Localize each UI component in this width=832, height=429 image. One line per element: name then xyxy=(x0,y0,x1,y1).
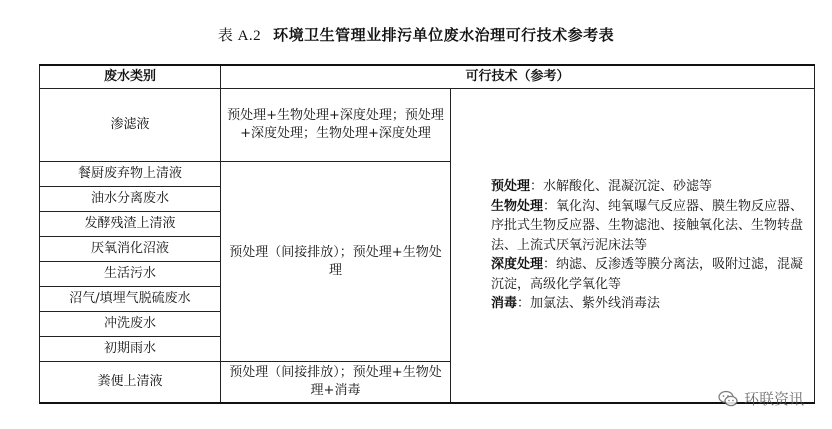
category-cell: 渗滤液 xyxy=(40,89,221,162)
header-category: 废水类别 xyxy=(40,65,221,89)
header-technology: 可行技术（参考） xyxy=(221,65,815,89)
technology-cell-group: 预处理（间接排放）；预处理+生物处理 xyxy=(221,162,451,362)
table-title xyxy=(0,24,832,45)
ref-advanced: 深度处理：纳滤、反渗透等膜分离法，吸附过滤，混凝沉淀，高级化学氧化等 xyxy=(491,257,804,292)
table-header-row xyxy=(40,65,815,89)
category-cell: 餐厨废弃物上清液 xyxy=(40,162,221,187)
table-row xyxy=(40,89,815,162)
wechat-icon xyxy=(718,390,738,408)
category-cell: 生活污水 xyxy=(40,262,221,287)
ref-biological: 生物处理：氧化沟、纯氧曝气反应器、膜生物反应器、序批式生物反应器、生物滤池、接触氧化法、生物转盘法、上流式厌氧污泥床法等 xyxy=(491,198,804,253)
category-cell: 粪便上清液 xyxy=(40,362,221,404)
category-cell: 沼气/填埋气脱硫废水 xyxy=(40,287,221,312)
category-cell: 厌氧消化沼液 xyxy=(40,237,221,262)
category-cell: 发酵残渣上清液 xyxy=(40,212,221,237)
ref-pretreatment: 预处理：水解酸化、混凝沉淀、砂滤等 xyxy=(491,179,713,195)
category-cell: 冲洗废水 xyxy=(40,312,221,337)
table-number: 表 A.2 xyxy=(217,28,262,44)
technology-cell-leachate: 预处理+生物处理+深度处理；预处理+深度处理；生物处理+深度处理 xyxy=(221,89,451,162)
reference-cell xyxy=(451,89,815,404)
ref-disinfection: 消毒：加氯法、紫外线消毒法 xyxy=(491,296,661,312)
wastewater-tech-table xyxy=(39,64,815,404)
category-cell: 初期雨水 xyxy=(40,337,221,362)
watermark xyxy=(718,388,804,409)
technology-cell-feces: 预处理（间接排放）；预处理+生物处理+消毒 xyxy=(221,362,451,404)
category-cell: 油水分离废水 xyxy=(40,187,221,212)
watermark-text: 环联资讯 xyxy=(743,390,804,408)
table-title-text: 环境卫生管理业排污单位废水治理可行技术参考表 xyxy=(273,26,615,44)
